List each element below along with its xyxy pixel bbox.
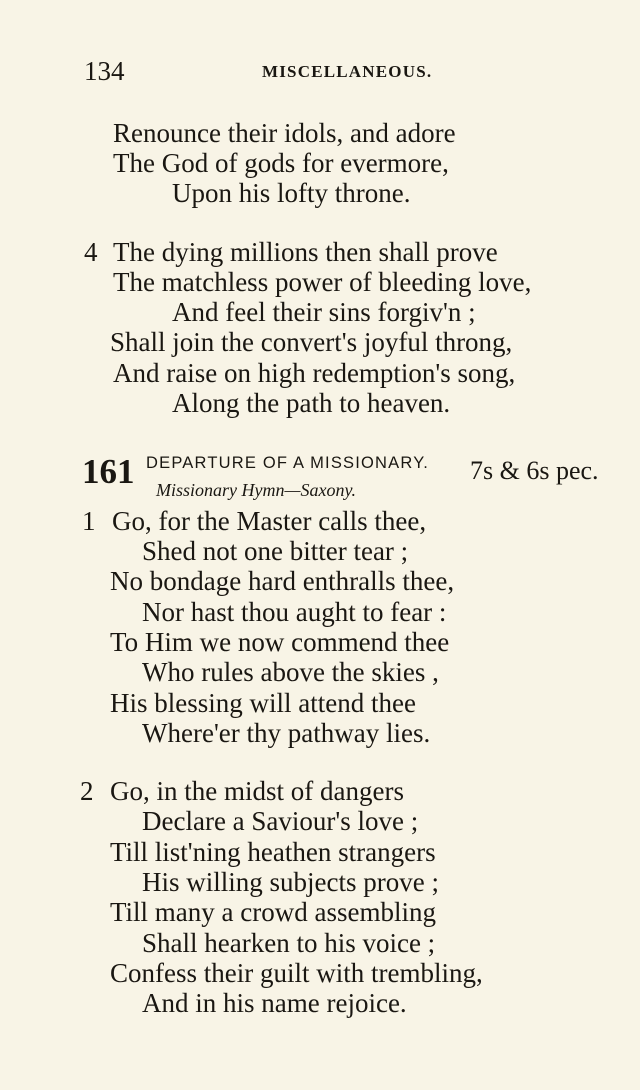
verse-line: His blessing will attend thee [110,688,416,718]
hymn-meter: 7s & 6s pec. [470,456,599,485]
verse-line: His willing subjects prove ; [142,867,439,897]
verse-line: And raise on high redemption's song, [113,358,516,388]
verse-line: To Him we now commend thee [110,627,450,657]
stanza-number: 2 [80,776,94,806]
verse-line: The matchless power of bleeding love, [113,267,532,297]
verse-line: Shed not one bitter tear ; [142,536,409,566]
stanza-number: 4 [84,237,98,267]
verse-line: Along the path to heaven. [172,388,451,418]
verse-line: Confess their guilt with trembling, [110,958,483,988]
verse-line: Till many a crowd assembling [110,897,436,927]
running-title: MISCELLANEOUS. [262,62,433,81]
verse-line: And in his name rejoice. [142,988,407,1018]
hymn-title: DEPARTURE OF A MISSIONARY. [146,454,430,472]
verse-line: Go, for the Master calls thee, [112,506,427,536]
hymn-tune: Missionary Hymn—Saxony. [156,480,356,500]
stanza-number: 1 [82,506,96,536]
verse-line: Shall join the convert's joyful throng, [110,327,513,357]
verse-line: And feel their sins forgiv'n ; [172,297,476,327]
verse-line: The God of gods for evermore, [113,148,449,178]
verse-line: Renounce their idols, and adore [113,118,456,148]
verse-line: No bondage hard enthralls thee, [110,566,455,596]
verse-line: Go, in the midst of dangers [110,776,404,806]
verse-line: The dying millions then shall prove [113,237,498,267]
verse-line: Declare a Saviour's love ; [142,806,419,836]
verse-line: Who rules above the skies , [142,657,439,687]
hymn-number: 161 [82,452,135,491]
verse-line: Where'er thy pathway lies. [142,718,431,748]
verse-line: Shall hearken to his voice ; [142,928,436,958]
verse-line: Upon his lofty throne. [172,178,411,208]
verse-line: Nor hast thou aught to fear : [142,597,447,627]
verse-line: Till list'ning heathen strangers [110,837,436,867]
page-number: 134 [84,56,125,86]
